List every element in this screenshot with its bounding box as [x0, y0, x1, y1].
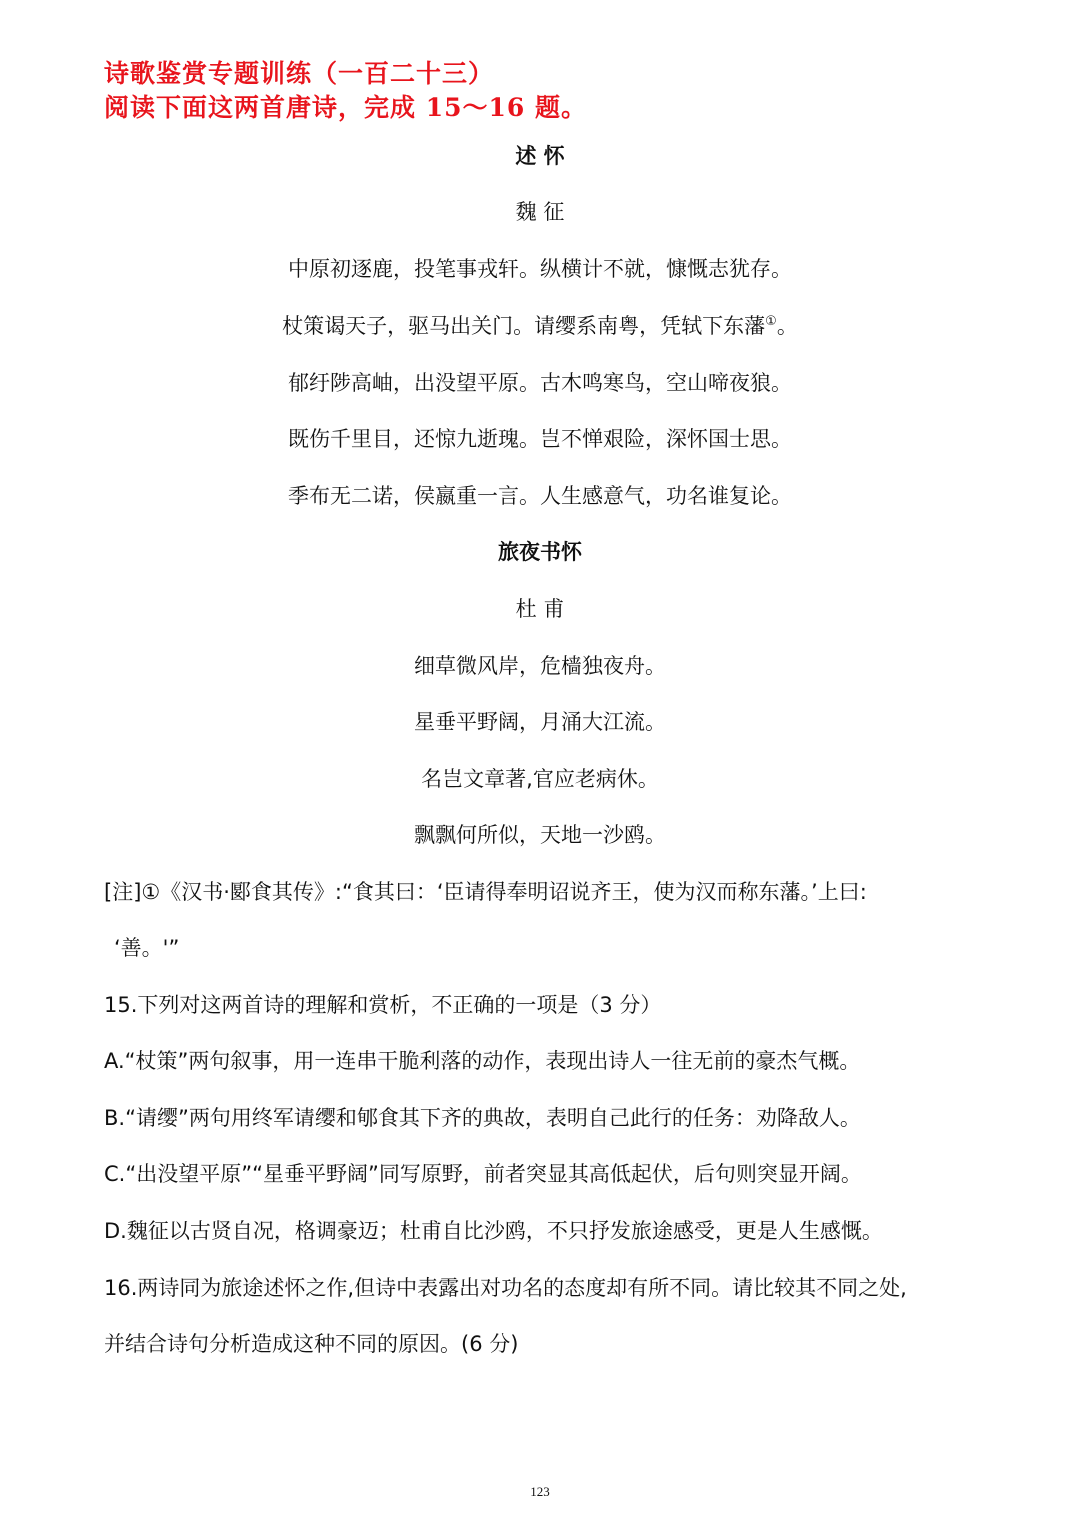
footnote-line: ‘善。'”: [114, 936, 180, 960]
poem2-line: 星垂平野阔，月涌大江流。: [414, 710, 666, 734]
poem1-line: 郁纡陟高岫，出没望平原。古木鸣寒鸟，空山啼夜狼。: [288, 371, 792, 395]
option-a: A.“杖策”两句叙事，用一连串干脆利落的动作，表现出诗人一往无前的豪杰气概。: [104, 1049, 861, 1073]
exercise-instruction: 阅读下面这两首唐诗，完成 15～16 题。: [104, 93, 587, 122]
poem2-line: 细草微风岸，危樯独夜舟。: [414, 654, 666, 678]
question-16-line: 并结合诗句分析造成这种不同的原因。(6 分): [104, 1332, 519, 1356]
page-number: 123: [530, 1484, 550, 1499]
poem1-line: 中原初逐鹿，投笔事戎轩。纵横计不就，慷慨志犹存。: [288, 257, 792, 281]
option-b: B.“请缨”两句用终军请缨和郇食其下齐的典故，表明自己此行的任务：劝降敌人。: [104, 1106, 861, 1130]
poem1-line: [0, 310, 1080, 340]
poem1-line: 既伤千里目，还惊九逝瑰。岂不惮艰险，深怀国士思。: [288, 427, 792, 451]
poem1-author: 魏 征: [515, 200, 565, 224]
option-c: C.“出没望平原”“星垂平野阔”同写原野，前者突显其高低起伏，后句则突显开阔。: [104, 1162, 862, 1186]
poem1-line: 季布无二诺，侯嬴重一言。人生感意气，功名谁复论。: [288, 484, 792, 508]
poem1-line-end: 。: [776, 314, 798, 338]
footnote-marker: ①: [765, 314, 777, 329]
poem2-line: 飘飘何所似，天地一沙鸥。: [414, 823, 666, 847]
footnote-line: [注]①《汉书·郾食其传》:“食其曰：‘臣请得奉明诏说齐王，使为汉而称东藩。’上曰:: [104, 880, 867, 904]
poem1-line-text: 杖策谒天子，驱马出关门。请缨系南粤，凭轼下东藩: [282, 314, 766, 338]
poem1-title: 述 怀: [515, 144, 565, 168]
poem2-title: 旅夜书怀: [498, 540, 582, 564]
poem2-author: 杜 甫: [515, 597, 565, 621]
question-16-line: 16.两诗同为旅途述怀之作,但诗中表露出对功名的态度却有所不同。请比较其不同之处,: [104, 1276, 907, 1300]
poem2-line: 名岂文章著,官应老病休。: [421, 767, 659, 791]
exercise-title: 诗歌鉴赏专题训练（一百二十三）: [104, 59, 495, 88]
option-d: D.魏征以古贤自况，格调豪迈；杜甫自比沙鸥，不只抒发旅途感受，更是人生感慨。: [104, 1219, 883, 1243]
question-15: 15.下列对这两首诗的理解和赏析，不正确的一项是（3 分）: [104, 993, 662, 1017]
